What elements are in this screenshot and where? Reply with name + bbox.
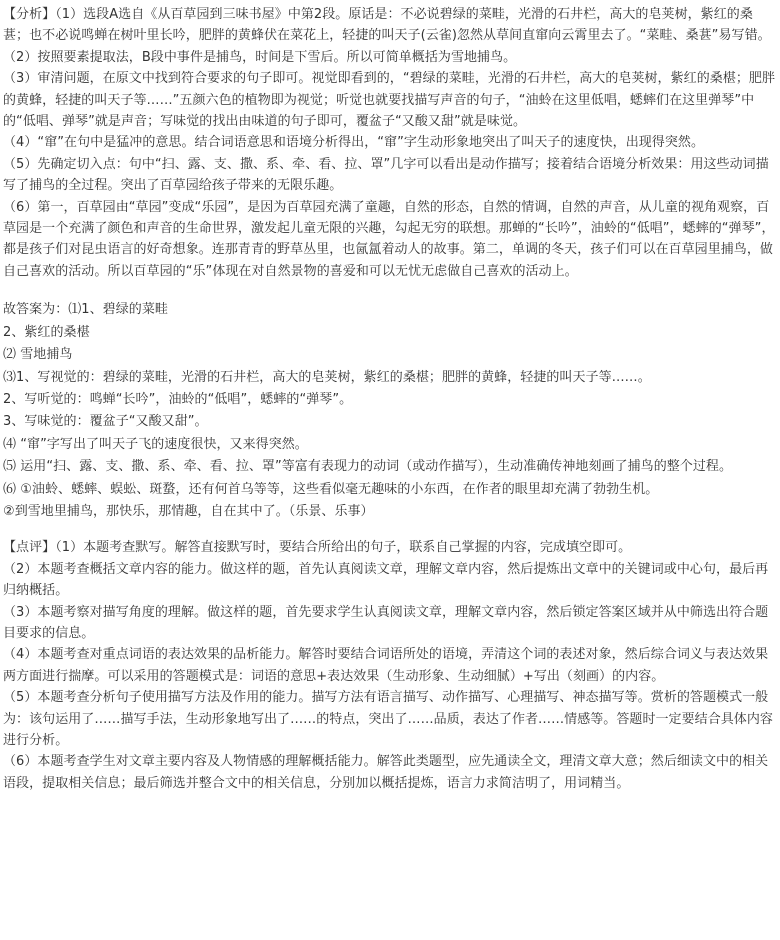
comment-q1: 【点评】（1）本题考查默写。解答直接默写时，要结合所给出的句子，联系自己掌握的内容，完成填空即可。 — [3, 540, 632, 556]
answer-line: ⑷ “窜”字写出了叫天子飞的速度很快，又来得突然。 — [3, 436, 308, 452]
answer-line: 2、紫红的桑椹 — [3, 324, 90, 340]
analysis-intro-q1: 【分析】（1）选段A选自《从百草园到三味书屋》中第2段。原话是：不必说碧绿的菜畦，光滑的石井栏，高大的皂荚树，紫红的桑葚；也不必说鸣蝉在树叶里长吟，肥胖的黄蜂伏在菜花上，轻捷的叫天子(云雀)忽然从草间直窜向云霄里去了。“菜畦、桑葚”易写错。 — [3, 7, 771, 44]
answer-section — [3, 299, 778, 523]
comment-q4: （4）本题考查对重点词语的表达效果的品析能力。解答时要结合词语所处的语境，弄清这个词的表述对象，然后综合词义与表达效果两方面进行揣摩。可以采用的答题模式是：词语的意思+表达效果（生动形象、生动细腻）+写出（刻画）的内容。 — [3, 647, 769, 684]
analysis-section — [3, 4, 778, 282]
answer-line: ②到雪地里捕鸟，那快乐，那情趣，自在其中了。（乐景、乐事） — [3, 503, 374, 519]
answer-line: ⑸ 运用“扫、露、支、撒、系、牵、看、拉、罩”等富有表现力的动词（或动作描写），生动准确传神地刻画了捕鸟的整个过程。 — [3, 459, 733, 475]
comment-q5: （5）本题考查分析句子使用描写方法及作用的能力。描写方法有语言描写、动作描写、心理描写、神态描写等。赏析的答题模式一般为：该句运用了……描写手法，生动形象地写出了……的特点，突出了……品质，表达了作者……情感等。答题时一定要结合具体内容进行分析。 — [3, 690, 773, 748]
section-gap — [3, 282, 778, 299]
analysis-q5: （5）先确定切入点：句中“扫、露、支、撒、系、牵、看、拉、罩”几字可以看出是动作描写；接着结合语境分析效果：用这些动词描写了捕鸟的全过程。突出了百草园给孩子带来的无限乐趣。 — [3, 156, 769, 194]
answer-line: 3、写味觉的：覆盆子“又酸又甜”。 — [3, 414, 208, 430]
answer-line: ⑶1、写视觉的：碧绿的菜畦，光滑的石井栏，高大的皂荚树，紫红的桑椹；肥胖的黄蜂，轻捷的叫天子等……。 — [3, 369, 651, 385]
analysis-q4: （4）“窜”在句中是猛冲的意思。结合词语意思和语境分析得出，“窜”字生动形象地突出了叫天子的速度快，出现得突然。 — [3, 135, 705, 151]
answer-line: ⑹ ①油蛉、蟋蟀、蜈蚣、斑蝥，还有何首乌等等，这些看似毫无趣味的小东西，在作者的眼里却充满了勃勃生机。 — [3, 481, 659, 497]
answer-line: ⑵ 雪地捕鸟 — [3, 347, 73, 363]
answer-line: 2、写听觉的：鸣蝉“长吟”，油蛉的“低唱”，蟋蟀的“弹琴”。 — [3, 391, 353, 407]
analysis-q2: （2）按照要素提取法，B段中事件是捕鸟，时间是下雪后。所以可简单概括为雪地捕鸟。 — [3, 49, 517, 65]
analysis-q6: （6）第一，百草园由“草园”变成“乐园”，是因为百草园充满了童趣，自然的形态，自然的情调，自然的声音，从儿童的视角观察，百草园是一个充满了颜色和声音的生命世界，激发起儿童无限的兴趣，勾起无穷的联想。那蝉的“长吟”，油蛉的“低唱”，蟋蟀的“弹琴”，都是孩子们对昆虫语言的好奇想象。连那青青的野草丛里，也氤氲着动人的故事。第二，单调的冬天，孩子们可以在百草园里捕鸟，做自己喜欢的活动。所以百草园的“乐”体现在对自然景物的喜爱和可以无忧无虑做自己喜欢的活动上。 — [3, 199, 775, 279]
comment-q6: （6）本题考查学生对文章主要内容及人物情感的理解概括能力。解答此类题型，应先通读全文，理清文章大意；然后细读文中的相关语段，提取相关信息；最后筛选并整合文中的相关信息，分别加以概括提炼，语言力求简洁明了，用词精当。 — [3, 754, 769, 791]
analysis-q3: （3）审清问题，在原文中找到符合要求的句子即可。视觉即看到的，“碧绿的菜畦，光滑的石井栏，高大的皂荚树，紫红的桑椹；肥胖的黄蜂，轻捷的叫天子等……”五颜六色的植物即为视觉；听觉也就要找描写声音的句子，“油蛉在这里低唱，蟋蟀们在这里弹琴”中的“低唱、弹琴”就是声音；写味觉的找出由味道的句子即可，覆盆子“又酸又甜”就是味觉。 — [3, 71, 776, 130]
comment-q2: （2）本题考查概括文章内容的能力。做这样的题，首先认真阅读文章，理解文章内容，然后提炼出文章中的关键词或中心句，最后再归纳概括。 — [3, 561, 769, 599]
comment-q3: （3）本题考察对描写角度的理解。做这样的题，首先要求学生认真阅读文章，理解文章内容，然后锁定答案区域并从中筛选出符合题目要求的信息。 — [3, 604, 769, 641]
comment-section — [3, 537, 778, 794]
answer-line: 故答案为：⑴1、碧绿的菜畦 — [3, 302, 168, 318]
section-gap — [3, 523, 778, 537]
